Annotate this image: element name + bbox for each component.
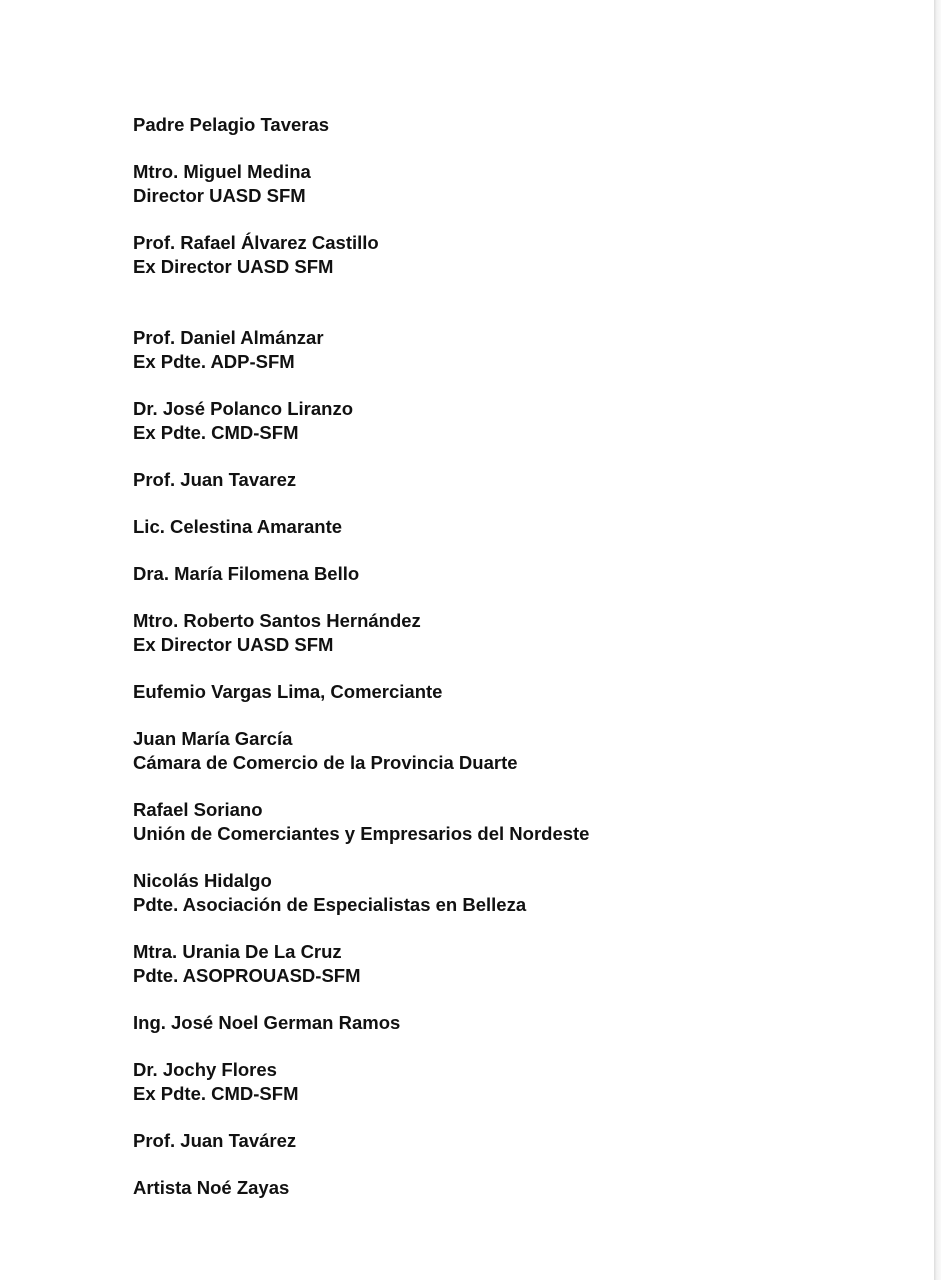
signatory-name: Rafael Soriano bbox=[133, 799, 263, 820]
signatory-entry bbox=[133, 680, 589, 704]
page-edge-shadow bbox=[934, 0, 941, 1280]
signatory-entry bbox=[133, 1011, 589, 1035]
signatory-title: Pdte. Asociación de Especialistas en Belleza bbox=[133, 894, 527, 915]
signatory-entry bbox=[133, 397, 589, 445]
signatory-title: Ex Director UASD SFM bbox=[133, 634, 334, 655]
signatory-name: Padre Pelagio Taveras bbox=[133, 114, 330, 135]
signatory-entry bbox=[133, 562, 589, 586]
signatory-entry bbox=[133, 231, 589, 279]
signatory-name: Mtro. Miguel Medina bbox=[133, 161, 311, 182]
signatory-name: Prof. Juan Tavárez bbox=[133, 1130, 297, 1151]
signatory-entry bbox=[133, 113, 589, 137]
signatory-entry bbox=[133, 326, 589, 374]
signatory-entry bbox=[133, 609, 589, 657]
signatory-entry bbox=[133, 869, 589, 917]
signatory-name: Mtra. Urania De La Cruz bbox=[133, 941, 342, 962]
signatory-name: Artista Noé Zayas bbox=[133, 1177, 290, 1198]
signatory-name: Lic. Celestina Amarante bbox=[133, 516, 343, 537]
signatory-name: Prof. Juan Tavarez bbox=[133, 469, 297, 490]
signatory-title: Ex Director UASD SFM bbox=[133, 256, 334, 277]
signatory-name: Prof. Daniel Almánzar bbox=[133, 327, 324, 348]
signatory-title: Cámara de Comercio de la Provincia Duarte bbox=[133, 752, 518, 773]
signatory-entry bbox=[133, 515, 589, 539]
signatory-title: Ex Pdte. CMD-SFM bbox=[133, 1083, 299, 1104]
signatory-name: Dr. Jochy Flores bbox=[133, 1059, 277, 1080]
signatory-entry bbox=[133, 940, 589, 988]
signatory-title: Pdte. ASOPROUASD-SFM bbox=[133, 965, 361, 986]
signatory-list bbox=[133, 113, 589, 1223]
signatory-name: Nicolás Hidalgo bbox=[133, 870, 272, 891]
signatory-entry bbox=[133, 468, 589, 492]
signatory-title: Ex Pdte. CMD-SFM bbox=[133, 422, 299, 443]
signatory-title: Director UASD SFM bbox=[133, 185, 306, 206]
signatory-entry bbox=[133, 727, 589, 775]
signatory-entry bbox=[133, 798, 589, 846]
signatory-name: Ing. José Noel German Ramos bbox=[133, 1012, 401, 1033]
signatory-entry bbox=[133, 1176, 589, 1200]
signatory-entry bbox=[133, 160, 589, 208]
signatory-title: Unión de Comerciantes y Empresarios del Nordeste bbox=[133, 823, 590, 844]
signatory-entry bbox=[133, 1129, 589, 1153]
signatory-name: Juan María García bbox=[133, 728, 293, 749]
signatory-name: Eufemio Vargas Lima, Comerciante bbox=[133, 681, 443, 702]
signatory-name: Mtro. Roberto Santos Hernández bbox=[133, 610, 421, 631]
signatory-title: Ex Pdte. ADP-SFM bbox=[133, 351, 295, 372]
signatory-name: Prof. Rafael Álvarez Castillo bbox=[133, 232, 379, 253]
signatory-entry bbox=[133, 1058, 589, 1106]
signatory-name: Dr. José Polanco Liranzo bbox=[133, 398, 354, 419]
signatory-name: Dra. María Filomena Bello bbox=[133, 563, 360, 584]
